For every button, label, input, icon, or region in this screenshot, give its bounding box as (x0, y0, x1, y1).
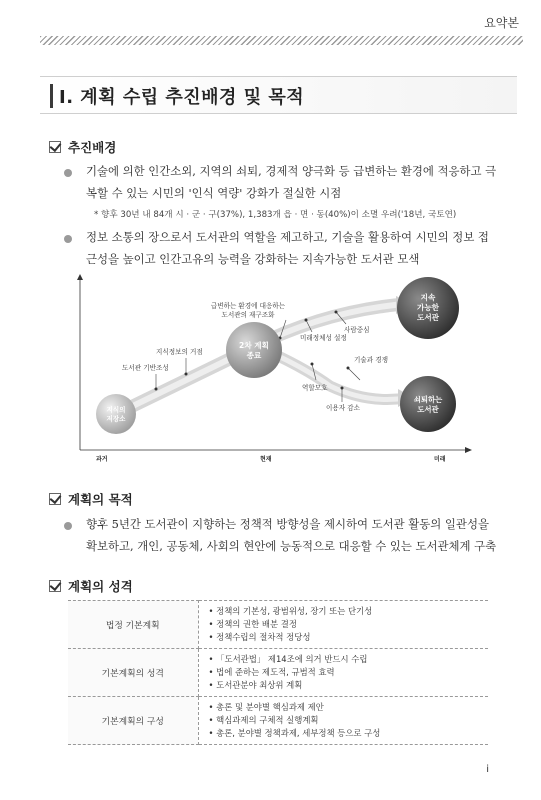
node-sustainable-label: 도서관 (416, 313, 440, 322)
label-sympathy: 사람중심 (344, 326, 370, 334)
text-line: 복할 수 있는 시민의 '인식 역량' 강화가 절실한 시점 (86, 186, 342, 200)
point-marker (185, 373, 188, 376)
table-value-cell (198, 649, 488, 697)
header-hatch-divider (40, 36, 523, 45)
point-marker (155, 388, 158, 391)
node-start-label: 지식의 (106, 406, 126, 414)
table-key-cell: 기본계획의 성격 (68, 649, 198, 697)
purpose-bullet (86, 513, 507, 557)
axis-label-future: 미래 (434, 456, 446, 463)
label-future-direction: 미래정체성 설정 (300, 334, 347, 342)
header-label: 요약본 (484, 16, 519, 30)
point-marker (347, 367, 350, 370)
library-trajectory-diagram (68, 274, 474, 464)
list-item: • 핵심과제의 구체적 실행계획 (209, 714, 489, 727)
section-heading-background (49, 138, 116, 156)
title-accent-bar (50, 84, 53, 108)
footnote: * 향후 30년 내 84개 시 · 군 · 구(37%), 1,383개 읍 · 면 · 동(40%)이 소멸 우려('18년, 국토연) (94, 210, 457, 220)
section-heading-text: 계획의 목적 (68, 492, 133, 507)
label-knowledge-hub: 지식정보의 거점 (156, 348, 203, 356)
checkbox-icon (49, 141, 61, 153)
axis-label-past: 과거 (96, 456, 108, 463)
node-sustainable-label: 가능한 (416, 303, 440, 312)
background-bullet-1 (86, 160, 507, 204)
y-axis-arrow-icon (77, 274, 83, 280)
axis-label-present: 현재 (260, 456, 272, 463)
list-item: • 정책수립의 절차적 정당성 (209, 631, 489, 644)
point-marker (305, 319, 308, 322)
list-item: • 도서관분야 최상위 계획 (209, 679, 489, 692)
node-declining-circle (400, 376, 456, 432)
list-item: • 정책의 기본성, 광범위성, 장기 또는 단기성 (209, 605, 489, 618)
table-row (68, 601, 488, 649)
text-line: 향후 5년간 도서관이 지향하는 정책적 방향성을 제시하여 도서관 활동의 일관성을 (86, 517, 489, 531)
title-bar (40, 76, 517, 114)
node-start-circle (96, 394, 136, 434)
table-row (68, 649, 488, 697)
label-rapid-change: 급변하는 환경에 대응하는 (210, 302, 286, 310)
text-line: 정보 소통의 장으로서 도서관의 역할을 제고하고, 기술을 활용하여 시민의 정보 접 (86, 230, 489, 244)
node-declining-label: 쇠퇴하는 (413, 395, 443, 404)
point-marker (341, 387, 344, 390)
list-item: • 총론 및 분야별 핵심과제 제안 (209, 701, 489, 714)
bullet-icon (64, 235, 72, 243)
x-axis-arrow-icon (465, 447, 472, 453)
bullet-icon (64, 522, 72, 530)
leader-line (348, 368, 360, 380)
label-role-reduction: 역할모호 (302, 384, 328, 392)
section-heading-purpose (49, 490, 133, 508)
point-marker (311, 363, 314, 366)
table-row (68, 697, 488, 745)
table-value-cell (198, 601, 488, 649)
background-bullet-2 (86, 226, 507, 270)
node-sustainable-label: 지속 (420, 293, 436, 302)
table-value-cell (198, 697, 488, 745)
node-second-plan-label: 2차 계획 (239, 341, 269, 350)
list-item: • 「도서관법」 제14조에 의거 반드시 수립 (209, 653, 489, 666)
node-second-plan-label: 종료 (246, 351, 262, 360)
text-line: 기술에 의한 인간소외, 지역의 쇠퇴, 경제적 양극화 등 급변하는 환경에 적응하고 극 (86, 164, 497, 178)
text-line: 근성을 높이고 인간고유의 능력을 강화하는 지속가능한 도서관 모색 (86, 252, 420, 266)
table-key-cell: 기본계획의 구성 (68, 697, 198, 745)
page-title: Ⅰ. 계획 수립 추진배경 및 목적 (59, 87, 305, 108)
list-item: • 정책의 권한 배분 결정 (209, 618, 489, 631)
section-heading-text: 계획의 성격 (68, 579, 133, 594)
text-line: 확보하고, 개인, 공동체, 사회의 현안에 능동적으로 대응할 수 있는 도서관체계 구축 (86, 539, 497, 553)
plan-character-table (68, 600, 488, 745)
label-rapid-change: 도서관의 재구조화 (221, 311, 275, 319)
list-item: • 법에 준하는 제도적, 규범적 효력 (209, 666, 489, 679)
point-marker (335, 311, 338, 314)
section-heading-text: 추진배경 (68, 140, 117, 155)
label-library-base: 도서관 기반조성 (122, 364, 169, 372)
checkbox-icon (49, 580, 61, 592)
bullet-icon (64, 169, 72, 177)
label-user-decrease: 이용자 감소 (326, 404, 360, 412)
checkbox-icon (49, 493, 61, 505)
label-tech-competition: 기술과 경쟁 (354, 356, 388, 364)
page-number: i (486, 764, 489, 775)
list-item: • 총론, 분야별 정책과제, 세부정책 등으로 구성 (209, 727, 489, 740)
node-declining-label: 도서관 (417, 405, 439, 414)
node-start-label: 저장소 (106, 415, 126, 423)
node-second-plan-circle (226, 322, 282, 378)
section-heading-character (49, 577, 133, 595)
table-key-cell: 법정 기본계획 (68, 601, 198, 649)
